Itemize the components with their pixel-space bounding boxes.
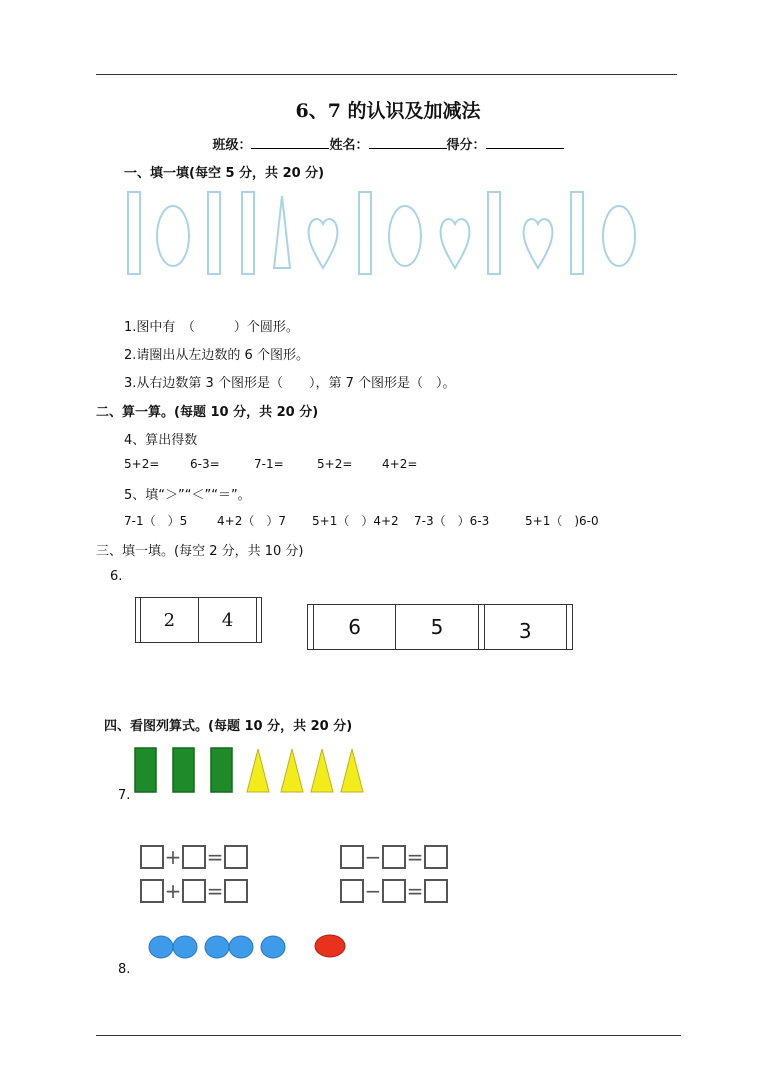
- class-blank[interactable]: [251, 136, 329, 149]
- sequence-cell[interactable]: [566, 605, 572, 650]
- subtraction-equation-2: [340, 879, 448, 903]
- answer-box[interactable]: [140, 845, 164, 869]
- minus-sign: −: [364, 879, 382, 903]
- question-5: 5、填“＞”“＜”“＝”。: [124, 488, 251, 503]
- answer-box[interactable]: [382, 845, 406, 869]
- yellow-triangle: [311, 749, 333, 792]
- red-ball: [315, 935, 345, 957]
- picture-7: [130, 746, 370, 796]
- addition-equation-1: [140, 845, 248, 869]
- calc-item: 5+2=: [317, 457, 353, 471]
- calc-item: 4+2=: [382, 457, 418, 471]
- page-title: 6、7 的认识及加减法: [295, 100, 481, 122]
- plus-sign: +: [164, 879, 182, 903]
- compare-item: 5+1（ ）4+2: [312, 514, 399, 528]
- shape-heart: [524, 219, 553, 268]
- section-1-heading: 一、填一填(每空 5 分，共 20 分): [124, 166, 325, 181]
- calc-item: 6-3=: [190, 457, 220, 471]
- header-rule: [96, 74, 677, 75]
- green-block: [173, 748, 194, 792]
- calc-item: 5+2=: [124, 457, 160, 471]
- shape-rectangle: [359, 192, 371, 274]
- sequence-cell: 4: [198, 598, 256, 643]
- shape-rectangle: [242, 192, 254, 274]
- score-blank[interactable]: [486, 136, 564, 149]
- name-blank[interactable]: [369, 136, 447, 149]
- name-label: 姓名：: [329, 138, 369, 153]
- shape-sequence-figure: [122, 188, 652, 278]
- score-label: 得分：: [446, 138, 486, 153]
- section-2-heading: 二、算一算。(每题 10 分，共 20 分): [96, 405, 319, 420]
- shape-heart: [309, 219, 338, 268]
- blue-ball: [229, 936, 253, 958]
- shape-oval: [157, 206, 189, 266]
- sequence-cell[interactable]: [257, 598, 262, 643]
- question-4: 4、算出得数: [124, 433, 198, 448]
- equals-sign: =: [206, 879, 224, 903]
- equals-sign: =: [406, 879, 424, 903]
- question-6: 6.: [110, 569, 123, 584]
- compare-item: 5+1（ )6-0: [525, 514, 599, 528]
- calc-item: 7-1=: [254, 457, 284, 471]
- compare-item: 7-3（ ）6-3: [414, 514, 490, 528]
- picture-8: [145, 932, 365, 962]
- shape-oval: [603, 206, 635, 266]
- yellow-triangle: [247, 749, 269, 792]
- shape-triangle: [274, 196, 290, 268]
- blue-ball: [173, 936, 197, 958]
- shape-rectangle: [128, 192, 140, 274]
- answer-box[interactable]: [424, 879, 448, 903]
- question-2: 2.请圈出从左边数的 6 个图形。: [124, 348, 309, 363]
- yellow-triangle: [341, 749, 363, 792]
- question-7: 7.: [118, 788, 131, 803]
- question-3: 3.从右边数第 3 个图形是（ ），第 7 个图形是（ ）。: [124, 376, 456, 391]
- answer-box[interactable]: [424, 845, 448, 869]
- number-sequence-large: [307, 604, 573, 650]
- footer-rule: [96, 1035, 681, 1036]
- compare-item: 4+2（ ）7: [217, 514, 286, 528]
- answer-box[interactable]: [382, 879, 406, 903]
- equals-sign: =: [206, 845, 224, 869]
- blue-ball: [149, 936, 173, 958]
- answer-box[interactable]: [140, 879, 164, 903]
- sequence-cell: 3: [484, 605, 566, 650]
- answer-box[interactable]: [340, 845, 364, 869]
- blue-ball: [205, 936, 229, 958]
- shape-heart: [441, 219, 470, 268]
- shape-rectangle: [208, 192, 220, 274]
- equals-sign: =: [406, 845, 424, 869]
- green-block: [211, 748, 232, 792]
- subtraction-equation-1: [340, 845, 448, 869]
- answer-box[interactable]: [224, 845, 248, 869]
- green-block: [135, 748, 156, 792]
- student-info-line: [0, 134, 776, 153]
- addition-equation-2: [140, 879, 248, 903]
- minus-sign: −: [364, 845, 382, 869]
- plus-sign: +: [164, 845, 182, 869]
- blue-ball: [261, 936, 285, 958]
- sequence-cell: 5: [396, 605, 478, 650]
- shape-rectangle: [488, 192, 500, 274]
- answer-box[interactable]: [224, 879, 248, 903]
- class-label: 班级：: [212, 138, 252, 153]
- shape-rectangle: [571, 192, 583, 274]
- sequence-cell: 2: [140, 598, 198, 643]
- answer-box[interactable]: [340, 879, 364, 903]
- section-3-heading: 三、填一填。(每空 2 分，共 10 分): [96, 544, 304, 559]
- question-1: 1.图中有 （ ）个圆形。: [124, 320, 299, 335]
- question-8: 8.: [118, 962, 131, 977]
- sequence-cell: 6: [313, 605, 395, 650]
- answer-box[interactable]: [182, 879, 206, 903]
- answer-box[interactable]: [182, 845, 206, 869]
- shape-oval: [389, 206, 421, 266]
- number-sequence-small: [135, 597, 262, 643]
- compare-item: 7-1（ ）5: [124, 514, 188, 528]
- yellow-triangle: [281, 749, 303, 792]
- section-4-heading: 四、看图列算式。(每题 10 分，共 20 分): [104, 719, 353, 734]
